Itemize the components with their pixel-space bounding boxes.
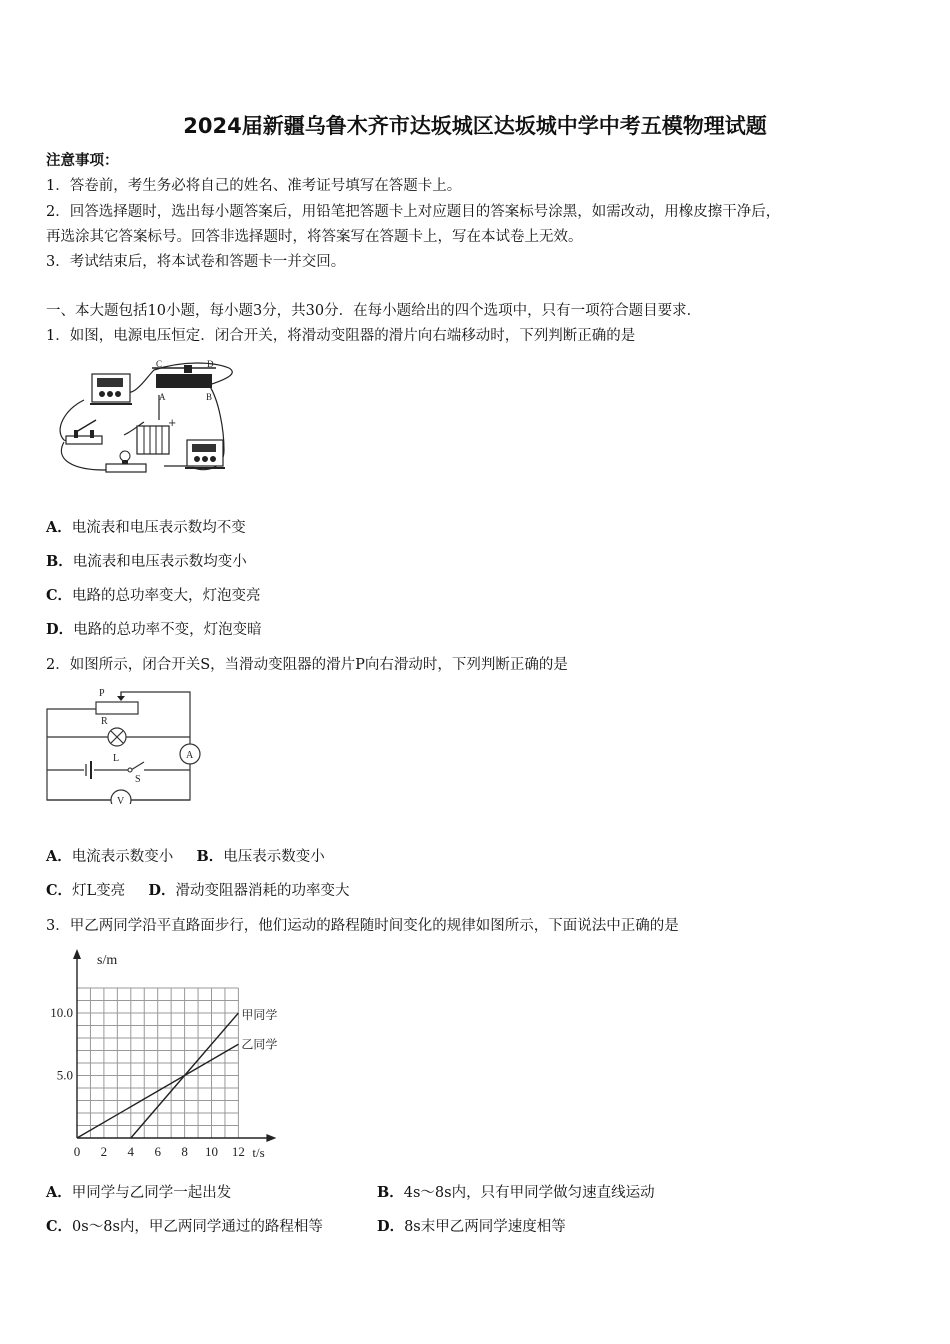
svg-text:V: V (117, 796, 125, 804)
option-label: B． (196, 848, 224, 865)
svg-text:S: S (135, 774, 141, 785)
svg-text:B: B (206, 392, 213, 402)
notice-item: 1．答卷前，考生务必将自己的姓名、准考证号填写在答题卡上。 (46, 178, 462, 194)
option-text: 灯L变亮 (72, 883, 126, 899)
option-label: B． (377, 1184, 404, 1201)
x-tick-label: 2 (100, 1144, 108, 1159)
notice-item: 3．考试结束后，将本试卷和答题卡一并交回。 (46, 254, 346, 270)
svg-text:R: R (101, 716, 108, 727)
y-axis-label: s/m (97, 953, 118, 968)
series-label: 甲同学 (241, 1008, 278, 1022)
option-label: B． (46, 553, 73, 570)
option-text: 0s～8s内，甲乙两同学通过的路程相等 (72, 1219, 323, 1235)
x-axis-arrow-icon (266, 1134, 276, 1142)
question-3-option-d (377, 1217, 566, 1237)
question-2-options-row-2 (46, 881, 349, 901)
question-2-options-row-1 (46, 847, 325, 867)
question-1-stem: 1．如图，电源电压恒定．闭合开关，将滑动变阻器的滑片向右端移动时，下列判断正确的是 (46, 328, 636, 344)
option-text: 电路的总功率变大，灯泡变亮 (72, 588, 261, 604)
option-text: 电路的总功率不变，灯泡变暗 (73, 622, 262, 638)
x-tick-label: 0 (73, 1144, 81, 1159)
option-label: C． (46, 882, 73, 899)
svg-text:A: A (159, 392, 166, 402)
question-3-stem: 3．甲乙两同学沿平直路面步行，他们运动的路程随时间变化的规律如图所示，下面说法中正确的是 (46, 918, 679, 934)
notice-item: 再选涂其它答案标号。回答非选择题时，将答案写在答题卡上，写在本试卷上无效。 (46, 229, 583, 245)
option-text: 电流表和电压表示数均变小 (72, 554, 247, 570)
svg-text:P: P (99, 688, 105, 699)
x-tick-label: 4 (127, 1144, 135, 1159)
option-text: 8s末甲乙两同学速度相等 (404, 1219, 566, 1235)
svg-text:A: A (186, 750, 194, 761)
option-label: A． (46, 848, 72, 865)
svg-text:D: D (207, 360, 214, 369)
section-header: 一、本大题包括10小题，每小题3分，共30分．在每小题给出的四个选项中，只有一项符合题目要求． (46, 303, 702, 319)
question-3-option-a (46, 1183, 231, 1203)
x-axis-label: t/s (252, 1145, 265, 1160)
meter-icon (185, 440, 225, 468)
option-label: A． (46, 1184, 72, 1201)
option-text: 4s～8s内，只有甲同学做匀速直线运动 (403, 1185, 655, 1201)
y-tick-label: 10.0 (50, 1005, 73, 1020)
question-2-stem: 2．如图所示，闭合开关S，当滑动变阻器的滑片P向右滑动时，下列判断正确的是 (46, 657, 568, 673)
notice-item: 2．回答选择题时，选出每小题答案后，用铅笔把答题卡上对应题目的答案标号涂黑，如需改动，用橡皮擦干净后， (46, 204, 781, 220)
x-tick-label: 8 (181, 1144, 188, 1159)
question-3-option-c (46, 1217, 323, 1237)
option-text: 滑动变阻器消耗的功率变大 (175, 883, 350, 899)
svg-text:C: C (156, 360, 163, 369)
question-1-circuit-figure (44, 360, 240, 480)
option-text: 甲同学与乙同学一起出发 (71, 1185, 232, 1201)
y-axis-arrow-icon (73, 949, 81, 959)
question-3-option-b (377, 1183, 655, 1203)
option-label: D． (46, 621, 74, 638)
meter-icon (90, 374, 132, 404)
question-1-option-b (46, 552, 247, 572)
series-label: 乙同学 (241, 1037, 278, 1052)
option-text: 电流表示数变小 (71, 849, 174, 865)
x-tick-label: 6 (154, 1144, 161, 1159)
option-label: D． (377, 1218, 405, 1235)
switch-icon (66, 420, 102, 444)
svg-text:+: + (168, 418, 177, 429)
question-1-option-c (46, 586, 261, 606)
rheostat-icon (152, 360, 216, 402)
x-tick-label: 10 (205, 1144, 218, 1159)
svg-text:L: L (113, 753, 120, 764)
y-tick-label: 5.0 (56, 1067, 73, 1083)
option-text: 电压表示数变小 (223, 849, 325, 865)
question-2-circuit-figure (44, 684, 204, 804)
question-3-st-graph (40, 945, 300, 1165)
option-label: D． (148, 882, 176, 899)
page-title: 2024届新疆乌鲁木齐市达坂城区达坂城中学中考五模物理试题 (183, 114, 767, 138)
x-tick-label: 12 (231, 1144, 245, 1159)
question-1-option-d (46, 620, 262, 640)
option-label: A． (46, 519, 72, 536)
option-text: 电流表和电压表示数均不变 (71, 520, 246, 536)
option-label: C． (46, 587, 73, 604)
option-label: C． (46, 1218, 73, 1235)
notice-heading: 注意事项： (46, 152, 119, 169)
question-1-option-a (46, 518, 246, 538)
